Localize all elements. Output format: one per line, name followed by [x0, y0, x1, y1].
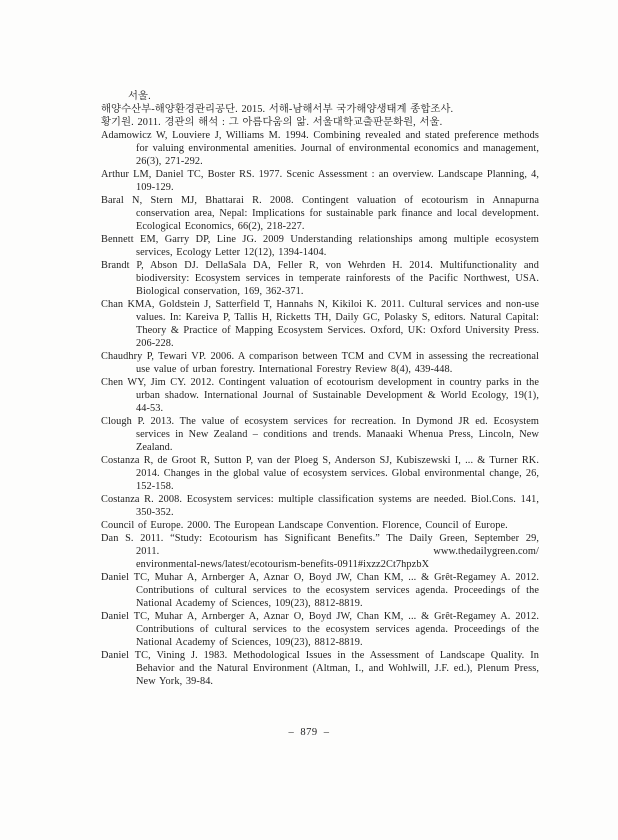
reference-entry: 황기원. 2011. 경관의 해석 : 그 아름다움의 앎. 서울대학교출판문화원, 서울.: [101, 117, 443, 128]
reference-entry: Chen WY, Jim CY. 2012. Contingent valuation of ecotourism development in country parks in the urban shadow. International Journal of Sustainable Development & World Ecology, 19(1), 44-53.: [101, 377, 539, 414]
reference-entry: Daniel TC, Vining J. 1983. Methodological Issues in the Assessment of Landscape Quality. In Behavior and the Natural Environment (Altman, I., and Wohlwill, J.F. ed.), Plenum Press, New York, 39-84.: [101, 650, 539, 687]
reference-entry: Chaudhry P, Tewari VP. 2006. A comparison between TCM and CVM in assessing the recreational use value of urban forestry. International Forestry Review 8(4), 439-448.: [101, 351, 539, 375]
reference-entry: Arthur LM, Daniel TC, Boster RS. 1977. Scenic Assessment : an overview. Landscape Planning, 4, 109-129.: [101, 169, 539, 193]
reference-entry: Costanza R, de Groot R, Sutton P, van der Ploeg S, Anderson SJ, Kubiszewski I, ... & Turner RK. 2014. Changes in the global value of ecosystem services. Global environmental change, 26, 152-158.: [101, 455, 539, 492]
reference-entry: Bennett EM, Garry DP, Line JG. 2009 Understanding relationships among multiple ecosystem services, Ecology Letter 12(12), 1394-1404.: [101, 234, 539, 258]
reference-url-continued: environmental-news/latest/ecotourism-benefits-0911#ixzz2Ct7hpzbX: [136, 559, 430, 570]
reference-entry: 서울.: [128, 91, 151, 102]
reference-entry: Costanza R. 2008. Ecosystem services: multiple classification systems are needed. Biol.Cons. 141, 350-352.: [101, 494, 539, 518]
reference-list: [101, 90, 539, 688]
reference-entry: Daniel TC, Muhar A, Arnberger A, Aznar O, Boyd JW, Chan KM, ... & Grêt-Regamey A. 2012. Contributions of cultural services to the ecosystem services agenda. Proceedings of the National Academy of Sciences, 109(23), 8812-8819.: [101, 611, 539, 648]
page-number: – 879 –: [288, 727, 330, 738]
reference-url: www.thedailygreen.com/: [433, 546, 539, 557]
reference-entry: Brandt P, Abson DJ. DellaSala DA, Feller R, von Wehrden H. 2014. Multifunctionality and biodiversity: Ecosystem services in temperate rainforests of the Pacific Northwest, USA. Biological conservation, 169, 362-371.: [101, 260, 539, 297]
reference-entry: Baral N, Stern MJ, Bhattarai R. 2008. Contingent valuation of ecotourism in Annapurna conservation area, Nepal: Implications for sustainable park finance and local development. Ecological Economics, 66(2), 218-227.: [101, 195, 539, 232]
reference-entry: Daniel TC, Muhar A, Arnberger A, Aznar O, Boyd JW, Chan KM, ... & Grêt-Regamey A. 2012. Contributions of cultural services to the ecosystem services agenda. Proceedings of the National Academy of Sciences, 109(23), 8812-8819.: [101, 572, 539, 609]
reference-entry: Chan KMA, Goldstein J, Satterfield T, Hannahs N, Kikiloi K. 2011. Cultural services and non-use values. In: Kareiva P, Tallis H, Ricketts TH, Daily GC, Polasky S, editors. Natural Capital: Theory & Practice of Mapping Ecosystem Services. Oxford, UK: Oxford University Press. 206-228.: [101, 299, 539, 349]
reference-entry: Council of Europe. 2000. The European Landscape Convention. Florence, Council of Europe.: [101, 520, 508, 531]
reference-year: 2011.: [136, 546, 160, 557]
reference-entry: Clough P. 2013. The value of ecosystem services for recreation. In Dymond JR ed. Ecosystem services in New Zealand – conditions and trends. Manaaki Whenua Press, Lincoln, New Zealand.: [101, 416, 539, 453]
reference-entry: Dan S. 2011. “Study: Ecotourism has Significant Benefits.” The Daily Green, September 29, 2011. www.thedailygreen.com/ environmental-news/latest/ecotourism-benefits-0911#ixzz2Ct7hpzbX: [101, 533, 539, 570]
reference-entry: 해양수산부-해양환경관리공단. 2015. 서해-남해서부 국가해양생태계 종합조사.: [101, 104, 454, 115]
reference-entry: Adamowicz W, Louviere J, Williams M. 1994. Combining revealed and stated preference methods for valuing environmental amenities. Journal of environmental economics and management, 26(3), 271-292.: [101, 130, 539, 167]
